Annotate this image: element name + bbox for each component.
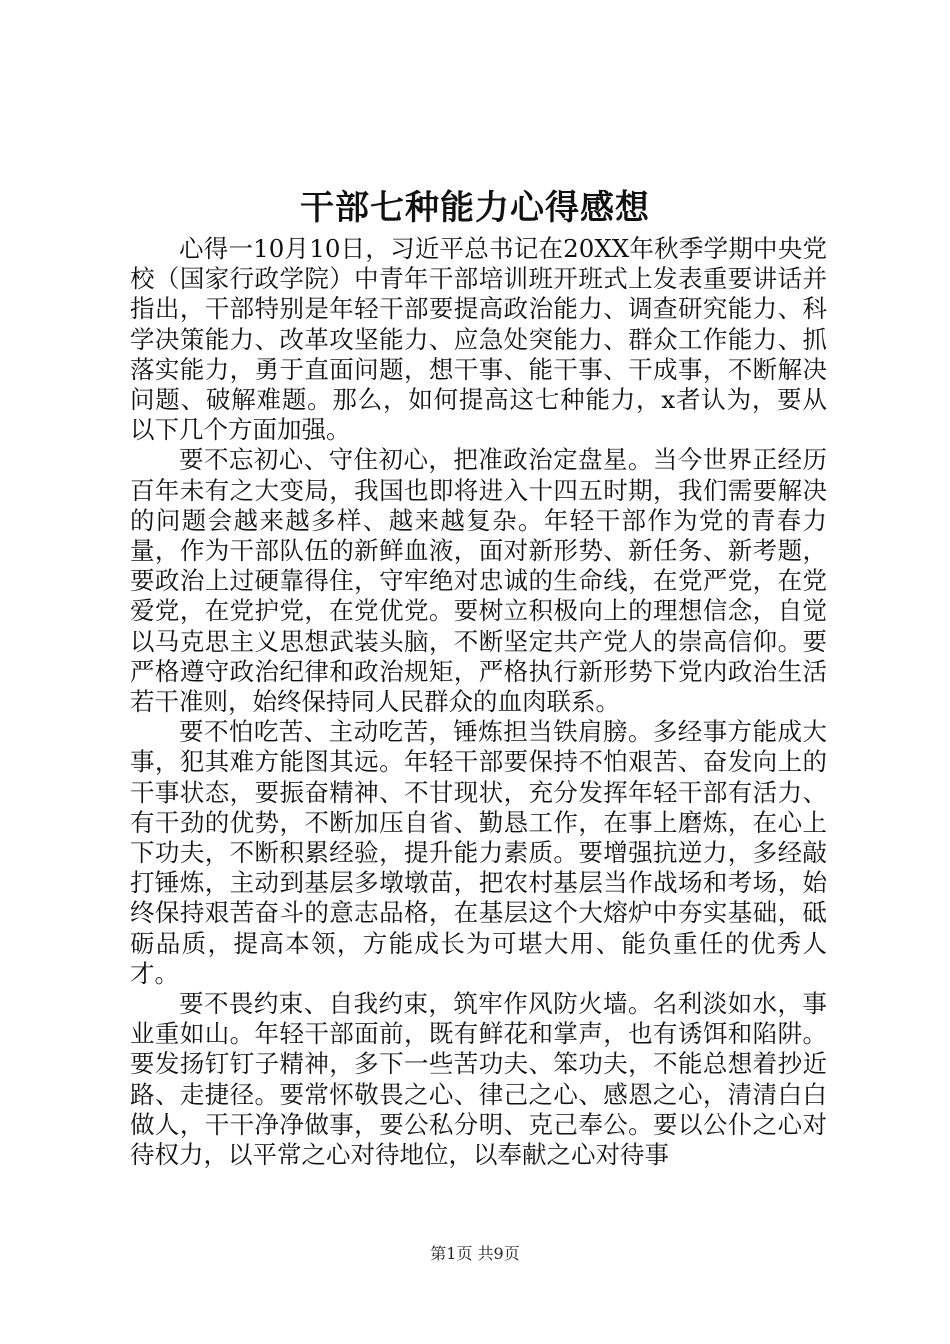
- paragraph: 要不畏约束、自我约束，筑牢作风防火墙。名利淡如水，事业重如山。年轻干部面前，既有鲜花和掌声，也有诱饵和陷阱。要发扬钉钉子精神，多下一些苦功夫、笨功夫，不能总想着抄近路、走捷径。要常怀敬畏之心、律己之心、感恩之心，清清白白做人，干干净净做事，要公私分明、克己奉公。要以公仆之心对待权力，以平常之心对待地位，以奉献之心对待事: [130, 989, 827, 1170]
- document-title: 干部七种能力心得感想: [300, 188, 650, 228]
- paragraph: 要不忘初心、守住初心，把准政治定盘星。当今世界正经历百年未有之大变局，我国也即将进入十四五时期，我们需要解决的问题会越来越多样、越来越复杂。年轻干部作为党的青春力量，作为干部队伍的新鲜血液，面对新形势、新任务、新考题，要政治上过硬靠得住，守牢绝对忠诚的生命线，在党严党，在党爱党，在党护党，在党优党。要树立积极向上的理想信念，自觉以马克思主义思想武装头脑，不断坚定共产党人的崇高信仰。要严格遵守政治纪律和政治规矩，严格执行新形势下党内政治生活若干准则，始终保持同人民群众的血肉联系。: [130, 445, 827, 717]
- page-footer: 第1页 共9页: [430, 1244, 520, 1263]
- document-body: [130, 234, 827, 1170]
- paragraph: 心得一10月10日，习近平总书记在20XX年秋季学期中央党校（国家行政学院）中青年干部培训班开班式上发表重要讲话并指出，干部特别是年轻干部要提高政治能力、调查研究能力、科学决策能力、改革攻坚能力、应急处突能力、群众工作能力、抓落实能力，勇于直面问题，想干事、能干事、干成事，不断解决问题、破解难题。那么，如何提高这七种能力，x者认为，要从以下几个方面加强。: [130, 234, 827, 445]
- paragraph: 要不怕吃苦、主动吃苦，锤炼担当铁肩膀。多经事方能成大事，犯其难方能图其远。年轻干部要保持不怕艰苦、奋发向上的干事状态，要振奋精神、不甘现状，充分发挥年轻干部有活力、有干劲的优势，不断加压自省、勤恳工作，在事上磨炼，在心上下功夫，不断积累经验，提升能力素质。要增强抗逆力，多经敲打锤炼，主动到基层多墩墩苗，把农村基层当作战场和考场，始终保持艰苦奋斗的意志品格，在基层这个大熔炉中夯实基础，砥砺品质，提高本领，方能成长为可堪大用、能负重任的优秀人才。: [130, 717, 827, 988]
